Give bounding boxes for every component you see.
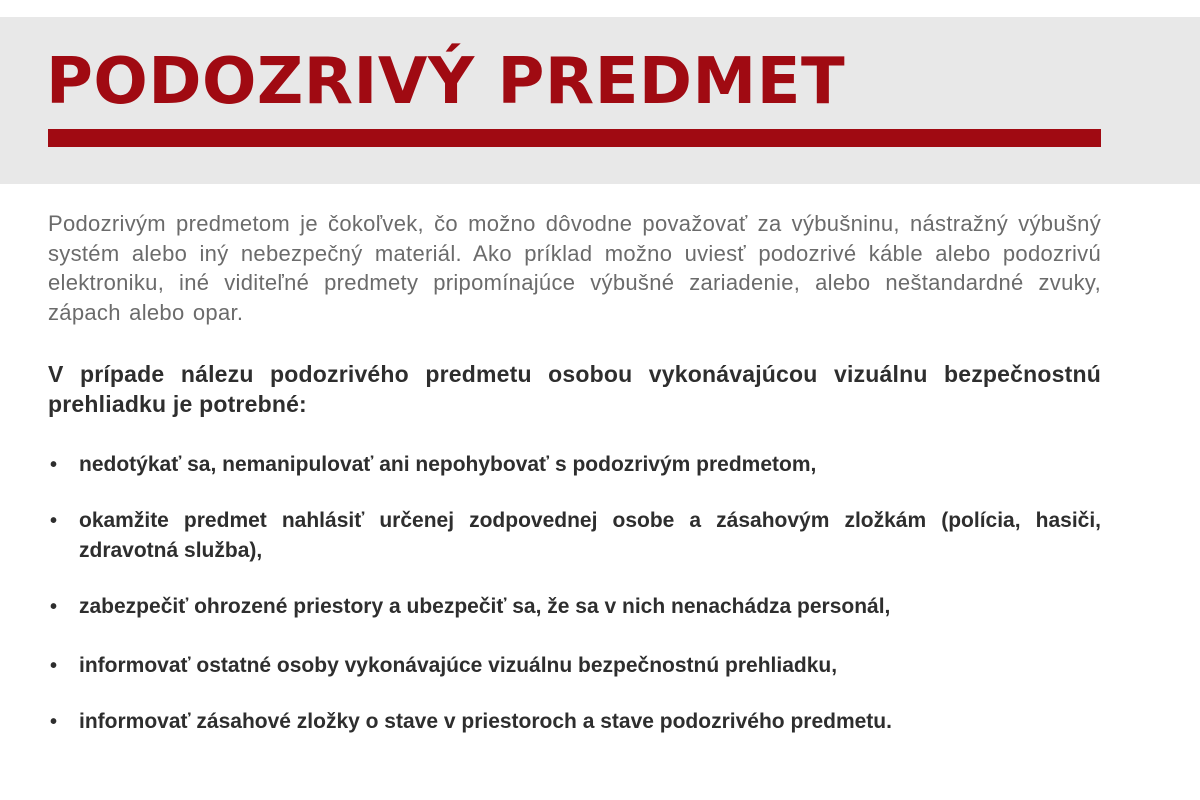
bullet-icon: • xyxy=(50,711,58,733)
bullet-icon: • xyxy=(50,655,58,677)
list-item-text: zabezpečiť ohrozené priestory a ubezpečiť sa, že sa v nich nenachádza personál, xyxy=(79,595,891,618)
intro-paragraph: Podozrivým predmetom je čokoľvek, čo možno dôvodne považovať za výbušninu, nástražný výbušný systém alebo iný nebezpečný materiál. Ako príklad možno uviesť podozrivé káble alebo podozrivú elektroniku, iné viditeľné predmety pripomínajúce výbušné zariadenie, alebo neštandardné zvuky, zápach alebo opar. xyxy=(48,211,1101,325)
title-underline-bar xyxy=(48,129,1101,147)
instructions-lead: V prípade nálezu podozrivého predmetu osobou vykonávajúcou vizuálnu bezpečnostnú prehliadku je potrebné: xyxy=(48,361,1101,417)
list-item-text: informovať zásahové zložky o stave v priestoroch a stave podozrivého predmetu. xyxy=(79,710,892,733)
list-item-text: nedotýkať sa, nemanipulovať ani nepohybovať s podozrivým predmetom, xyxy=(79,453,817,476)
page-title: PODOZRIVÝ PREDMET xyxy=(46,45,846,119)
list-item-text: okamžite predmet nahlásiť určenej zodpovednej osobe a zásahovým zložkám (polícia, hasiči, zdravotná služba), xyxy=(79,509,1101,562)
list-item xyxy=(48,506,1101,566)
list-item-text: informovať ostatné osoby vykonávajúce vizuálnu bezpečnostnú prehliadku, xyxy=(79,654,838,677)
bullet-icon: • xyxy=(50,454,58,476)
list-item xyxy=(48,450,1101,480)
bullet-icon: • xyxy=(50,510,58,532)
instructions-list xyxy=(48,450,1101,737)
list-item xyxy=(48,592,1101,622)
list-item xyxy=(48,707,1101,737)
bullet-icon: • xyxy=(50,596,58,618)
list-item xyxy=(48,651,1101,681)
